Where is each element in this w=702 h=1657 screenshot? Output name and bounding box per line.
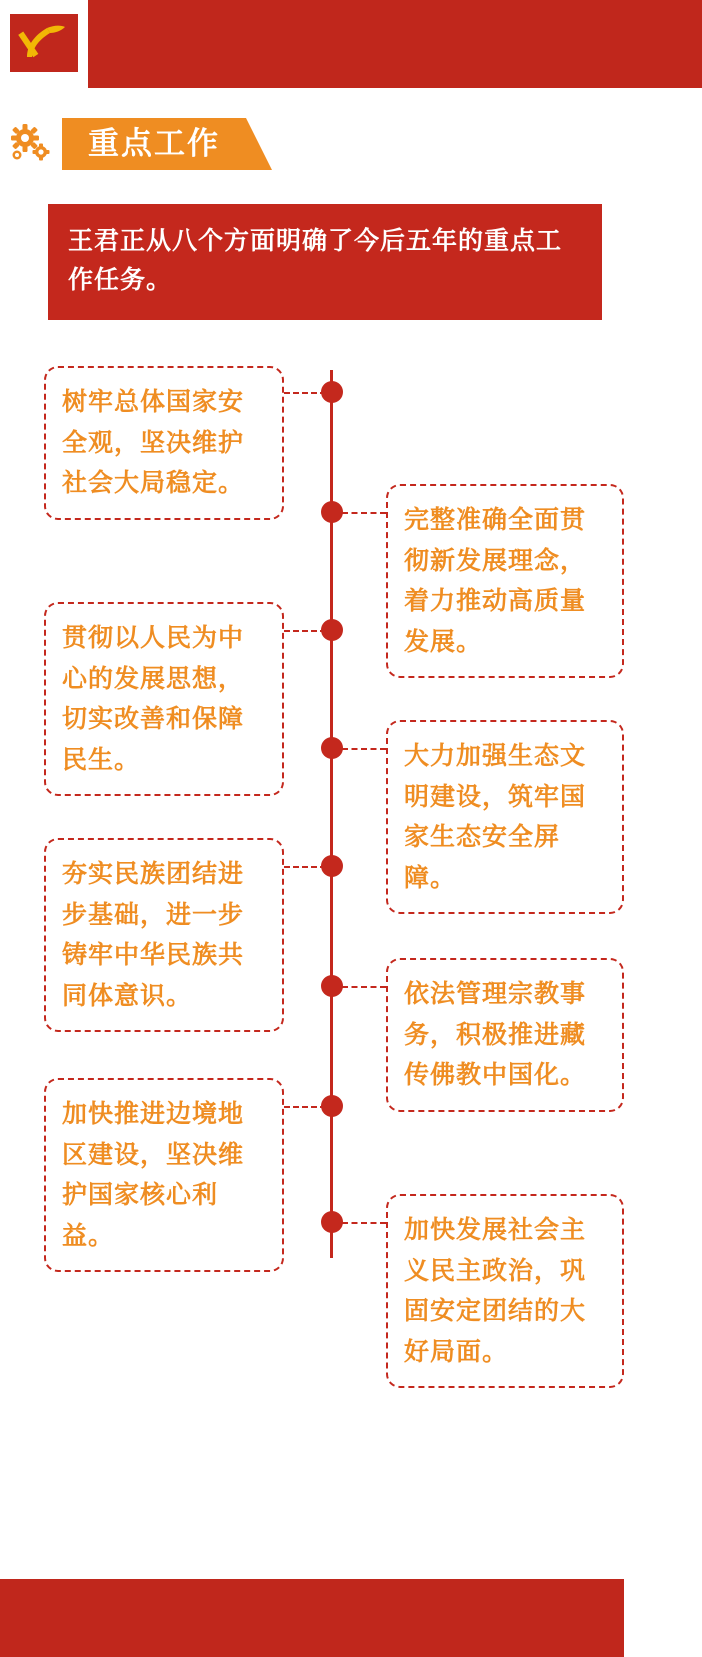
timeline-card-text: 夯实民族团结进步基础，进一步铸牢中华民族共同体意识。 [62,859,245,1010]
timeline-card-text: 大力加强生态文明建设，筑牢国家生态安全屏障。 [404,741,587,892]
timeline-connector [342,512,386,514]
timeline-card-text: 贯彻以人民为中心的发展思想，切实改善和保障民生。 [62,623,245,774]
timeline-card [44,838,284,1032]
lead-block [48,204,602,320]
timeline-node [321,975,343,997]
timeline-node [321,737,343,759]
timeline-card-text: 完整准确全面贯彻新发展理念，着力推动高质量发展。 [404,505,587,656]
timeline-card [386,484,624,678]
timeline-connector [284,392,326,394]
timeline-card [44,602,284,796]
section-title-tab [62,118,272,170]
timeline-connector [342,1222,386,1224]
timeline [0,352,702,1442]
hammer-and-sickle-emblem-icon [10,14,78,72]
timeline-card-text: 依法管理宗教事务，积极推进藏传佛教中国化。 [404,979,587,1089]
timeline-connector [284,866,326,868]
timeline-card [386,720,624,914]
timeline-node [321,1211,343,1233]
timeline-card [386,1194,624,1388]
timeline-card-text: 加快推进边境地区建设，坚决维护国家核心利益。 [62,1099,245,1250]
timeline-card [44,1078,284,1272]
timeline-connector [284,1106,326,1108]
bottom-banner-notch [624,1579,702,1657]
timeline-card-text: 加快发展社会主义民主政治，巩固安定团结的大好局面。 [404,1215,587,1366]
section-title: 重点工作 [88,125,220,162]
section-header [0,118,272,170]
timeline-card [44,366,284,520]
lead-text: 王君正从八个方面明确了今后五年的重点工作任务。 [68,226,563,294]
timeline-connector [342,748,386,750]
timeline-node [321,501,343,523]
timeline-connector [342,986,386,988]
gear-icon [0,118,62,170]
timeline-card [386,958,624,1112]
timeline-card-text: 树牢总体国家安全观，坚决维护社会大局稳定。 [62,387,245,497]
bottom-banner [0,1579,702,1657]
top-banner [0,0,702,88]
timeline-connector [284,630,326,632]
